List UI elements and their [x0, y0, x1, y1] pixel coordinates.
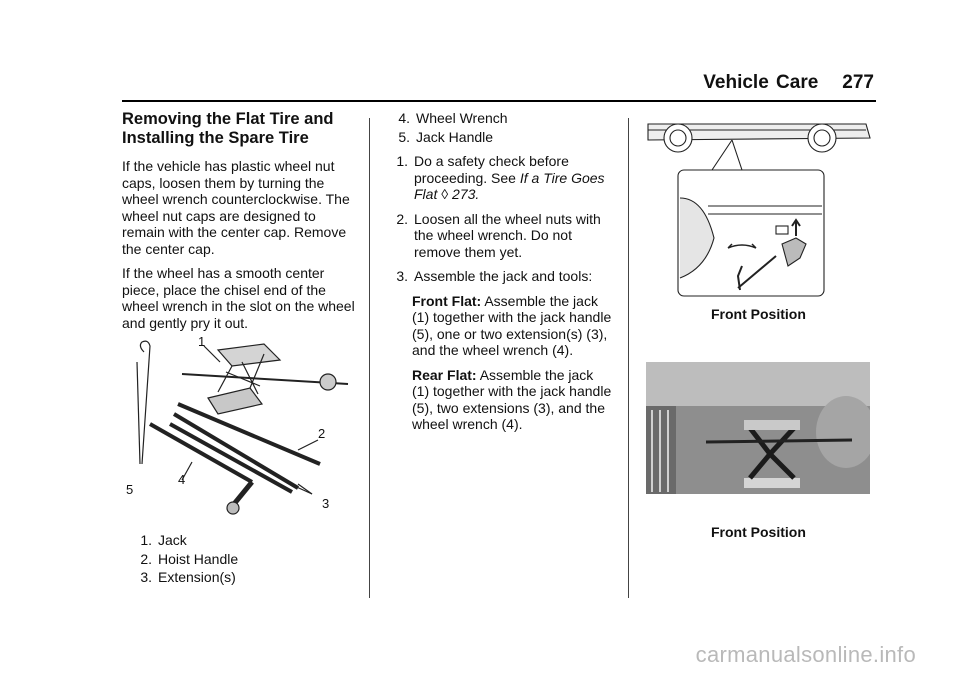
page-header [703, 72, 874, 94]
watermark: carmanualsonline.info [695, 642, 916, 667]
section-title: Vehicle Care [703, 72, 819, 93]
column-divider-1 [369, 118, 370, 598]
figure-label-2: 2 [318, 426, 326, 441]
list-item: 4. Wheel Wrench [398, 110, 508, 126]
list-item: 1. Jack [140, 532, 187, 548]
section-heading: Removing the Flat Tire and Installing the Spare Tire [122, 110, 334, 147]
header-rule [122, 100, 876, 102]
list-item: 5. Jack Handle [398, 128, 494, 145]
figure-label-1: 1 [198, 334, 206, 349]
jack-under-vehicle-photo [646, 362, 870, 494]
front-flat-note: Front Flat: Assemble the jack (1) together with the jack handle (5), one or two extension(s) (3), and the wheel wrench (4). [412, 292, 612, 358]
jack-tools-illustration [122, 332, 358, 527]
legend-list-1 [122, 532, 358, 588]
cross-reference-link[interactable]: If a Tire Goes Flat [414, 169, 605, 202]
figure-caption-1: Front Position [711, 306, 806, 322]
page-ref-icon: ◊ [441, 186, 449, 202]
rear-flat-note: Rear Flat: Assemble the jack (1) together with the jack handle (5), two extensions (3), and the wheel wrench (4). [412, 366, 612, 432]
figure-label-3: 3 [322, 496, 330, 511]
list-item: 3. Extension(s) [140, 569, 236, 585]
column-divider-2 [628, 118, 629, 598]
paragraph-nut-caps: If the vehicle has plastic wheel nut caps, loosen them by turning the wheel wrench counterclockwise. The wheel nut caps are designed to remain with the center cap. Remove the center cap. [122, 158, 350, 257]
figure-label-5: 5 [126, 482, 134, 497]
figure-label-4: 4 [178, 472, 186, 487]
figure-caption-2: Front Position [711, 524, 806, 540]
step-1: 1. Do a safety check before proceeding. See If a Tire Goes Flat ◊ 273. [396, 153, 605, 202]
step-3: 3. Assemble the jack and tools: [396, 268, 593, 284]
list-item: 2. Hoist Handle [140, 550, 239, 567]
paragraph-center-piece: If the wheel has a smooth center piece, place the chisel end of the wheel wrench in the slot on the wheel and gently pry it out. [122, 265, 355, 331]
vehicle-jack-point-illustration [646, 118, 872, 300]
step-2: 2. Loosen all the wheel nuts with the wheel wrench. Do not remove them yet. [396, 210, 601, 260]
column-2 [386, 110, 612, 441]
page-number: 277 [842, 72, 874, 93]
column-1 [122, 110, 358, 339]
